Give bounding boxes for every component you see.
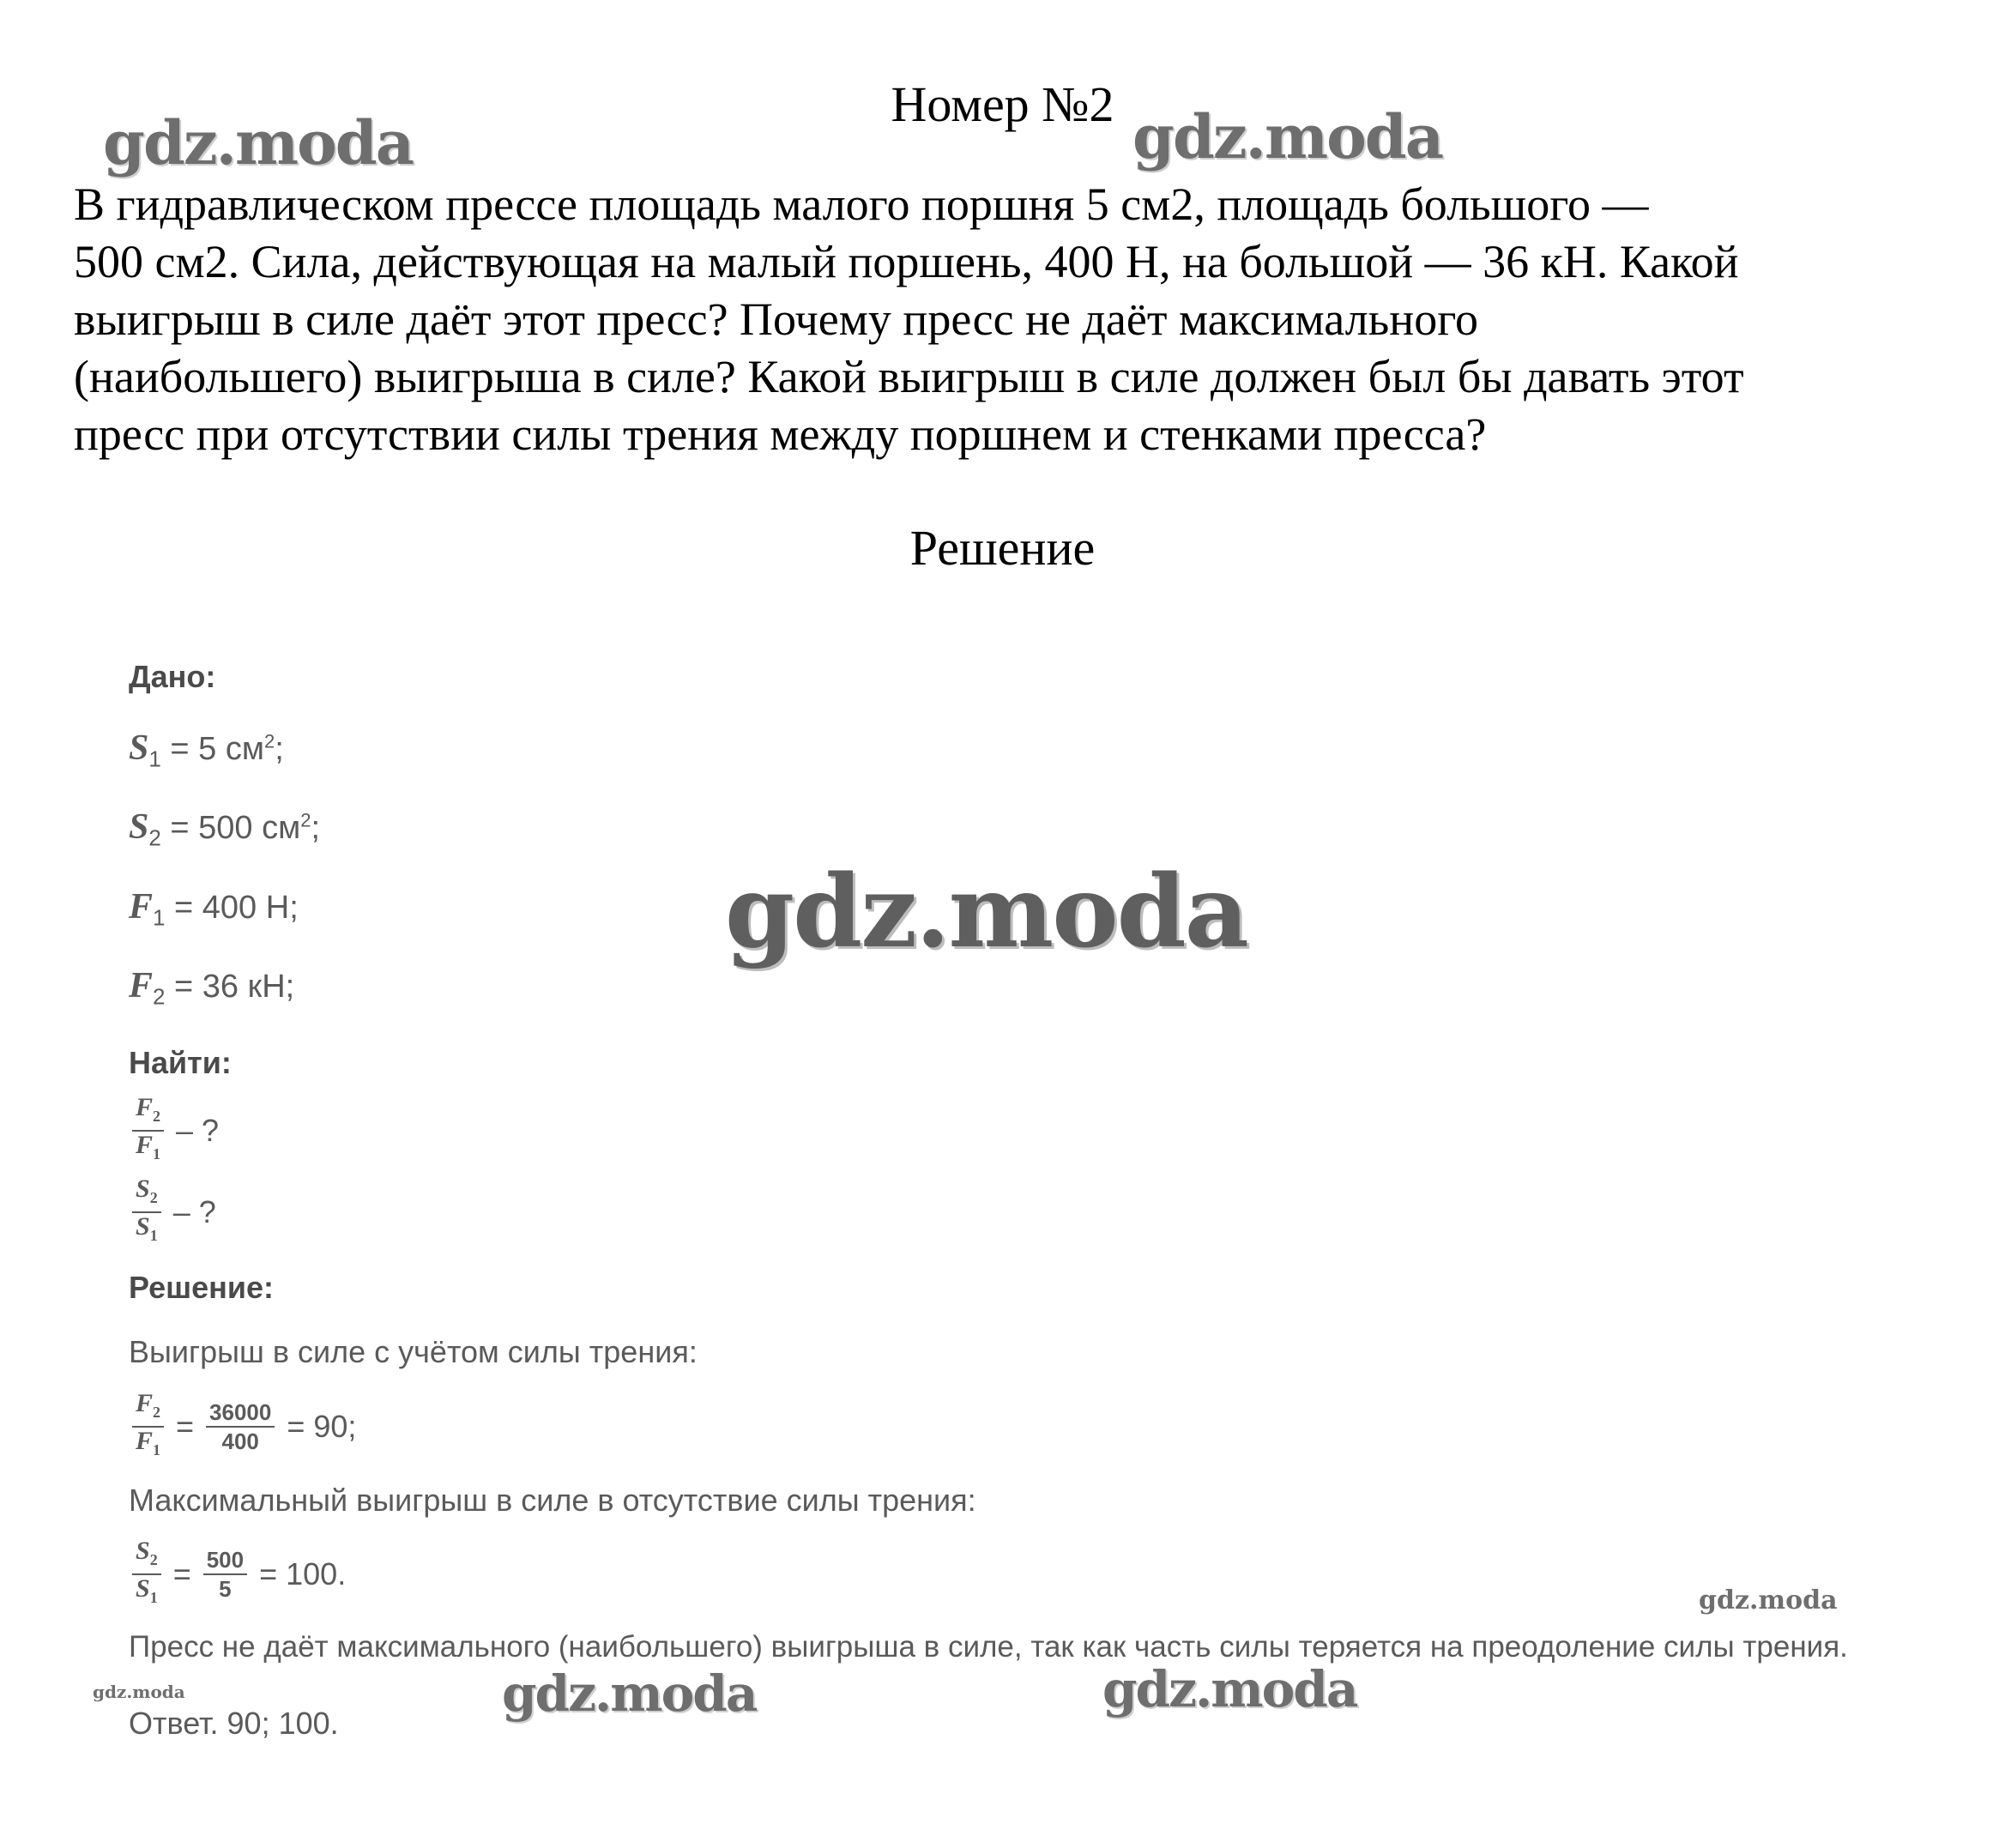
fraction: $\frac{S_2}{S_1}$ bbox=[132, 1175, 161, 1249]
given-s1: $S_1 = 5$ $см^2$; bbox=[129, 728, 284, 772]
step1-text: Выигрыш в силе с учётом силы трения: bbox=[129, 1334, 698, 1369]
var-s: S bbox=[129, 807, 149, 847]
watermark-logo: gdz.moda bbox=[1132, 101, 1443, 172]
step2-text: Максимальный выигрыш в силе в отсутствие силы трения: bbox=[129, 1483, 976, 1518]
find-ratio-f: $\frac{F_2}{F_1}$ – ? bbox=[129, 1094, 219, 1168]
fraction: $\frac{500}{5}$ bbox=[203, 1546, 247, 1603]
watermark-logo: gdz.moda bbox=[103, 107, 414, 178]
var-f: F bbox=[129, 966, 154, 1006]
watermark-logo: gdz.moda bbox=[725, 854, 1247, 970]
fraction: $\frac{F_2}{F_1}$ bbox=[132, 1094, 164, 1168]
given-label: Дано: bbox=[129, 659, 216, 694]
solution-label: Решение: bbox=[129, 1270, 275, 1305]
var-f: F bbox=[129, 887, 154, 927]
given-f2: $F_2 = 36$ кН; bbox=[129, 966, 295, 1010]
explanation-text: Пресс не даёт максимального (наибольшего) выигрыша в силе, так как часть силы теряется на преодоление силы трения. bbox=[129, 1630, 1848, 1664]
answer-text: Ответ. 90; 100. bbox=[129, 1706, 339, 1741]
fraction: $\frac{F_2}{F_1}$ bbox=[132, 1390, 164, 1464]
section-title: Решение bbox=[909, 520, 1096, 576]
watermark-logo: gdz.moda bbox=[502, 1664, 757, 1723]
find-label: Найти: bbox=[129, 1045, 232, 1080]
given-f1: $F_1 = 400$ Н; bbox=[129, 887, 299, 931]
step1-equation: $\frac{F_2}{F_1}$ = $\frac{36000}{400}$ = 90; bbox=[129, 1390, 356, 1464]
watermark-logo: gdz.moda bbox=[1699, 1585, 1838, 1615]
problem-text: В гидравлическом прессе площадь малого поршня 5 см2, площадь большого — 500 см2. Сила, действующая на малый поршень, 400 Н, на большой — 36 кН. Какой выигрыш в силе даёт этот пресс? Почему пресс не даёт максимального (наибольшего) выигрыша в силе? Какой выигрыш в силе должен был бы давать этот пресс при отсутствии силы трения между поршнем и стенками пресса? bbox=[74, 178, 1744, 460]
page-title: Номер №2 bbox=[891, 76, 1114, 132]
var-s: S bbox=[129, 728, 149, 768]
find-ratio-s: $\frac{S_2}{S_1}$ – ? bbox=[129, 1175, 216, 1249]
fraction: $\frac{36000}{400}$ bbox=[206, 1398, 275, 1455]
given-s2: $S_2 = 500$ $см^2$; bbox=[129, 807, 321, 851]
watermark-logo: gdz.moda bbox=[1102, 1660, 1357, 1718]
step2-equation: $\frac{S_2}{S_1}$ = $\frac{500}{5}$ = 100. bbox=[129, 1537, 346, 1611]
watermark-logo: gdz.moda bbox=[93, 1682, 185, 1702]
fraction: $\frac{S_2}{S_1}$ bbox=[132, 1537, 161, 1611]
